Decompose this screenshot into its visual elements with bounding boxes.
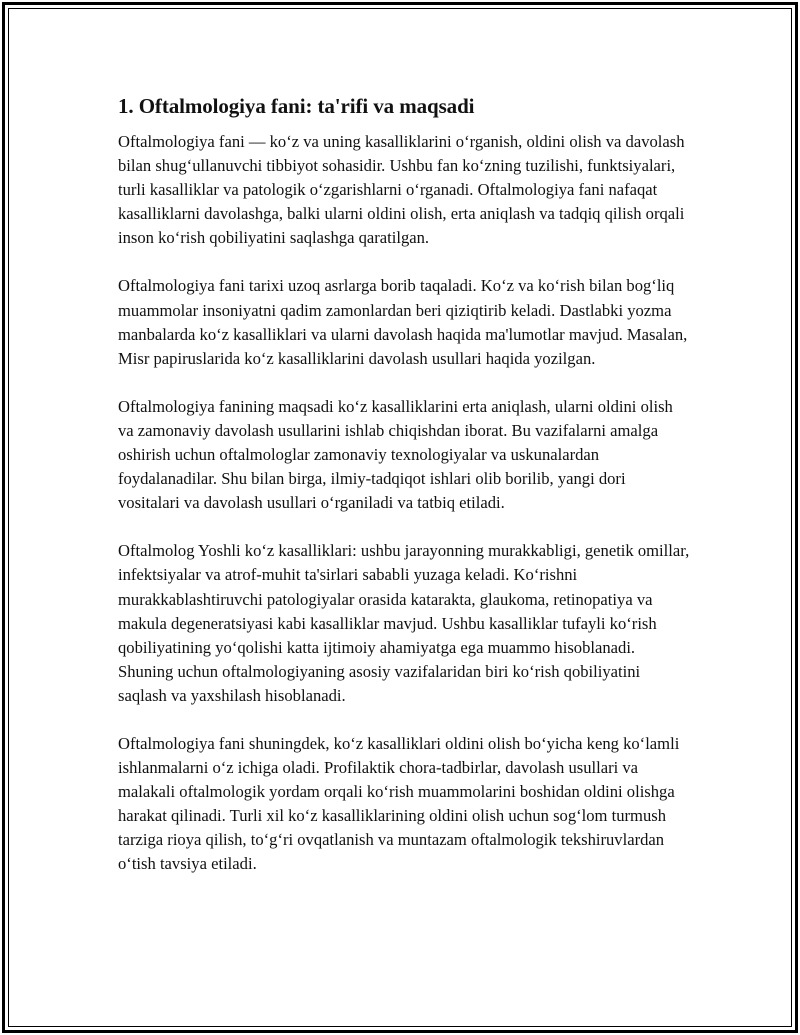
paragraph-diseases: Oftalmolog Yoshli koʻz kasalliklari: ushbu jarayonning murakkabligi, genetik omillar, infektsiyalar va atrof-muhit ta'sirlari sababli yuzaga keladi. Koʻrishni murakkablashtiruvchi patologiyalar orasida katarakta, glaukoma, retinopatiya va makula degeneratsiyasi kabi kasalliklar mavjud. Ushbu kasalliklar tufayli koʻrish qobiliyatining yoʻqolishi katta ijtimoiy ahamiyatga ega muammo hisoblanadi. Shuning uchun oftalmologiyaning asosiy vazifalaridan biri koʻrish qobiliyatini saqlash va yaxshilash hisoblanadi. (118, 541, 690, 705)
paragraph-definition: Oftalmologiya fani — koʻz va uning kasalliklarini oʻrganish, oldini olish va davolash bilan shugʻullanuvchi tibbiyot sohasidir. Ushbu fan koʻzning tuzilishi, funktsiyalari, turli kasalliklar va patologik oʻzgarishlarni oʻrganadi. Oftalmologiya fani nafaqat kasalliklarni davolashga, balki ularni oldini olish, erta aniqlash va tadqiq qilish orqali inson koʻrish qobiliyatini saqlashga qaratilgan. (118, 132, 685, 248)
paragraph-prevention: Oftalmologiya fani shuningdek, koʻz kasalliklari oldini olish boʻyicha keng koʻlamli ishlanmalarni oʻz ichiga oladi. Profilaktik chora-tadbirlar, davolash usullari va malakali oftalmologik yordam orqali koʻrish muammolarini boshidan oldini olishga harakat qilinadi. Turli xil koʻz kasalliklarining oldini olish uchun sogʻlom turmush tarziga rioya qilish, toʻgʻri ovqatlanish va muntazam oftalmologik tekshiruvlardan oʻtish tavsiya etiladi. (118, 733, 680, 874)
section-heading: 1. Oftalmologiya fani: ta'rifi va maqsadi (118, 94, 475, 118)
document-body (118, 92, 690, 901)
paragraph-history: Oftalmologiya fani tarixi uzoq asrlarga borib taqaladi. Koʻz va koʻrish bilan bogʻliq muammolar insoniyatni qadim zamonlardan beri qiziqtirib keladi. Dastlabki yozma manbalarda koʻz kasalliklari va ularni davolash haqida ma'lumotlar mavjud. Masalan, Misr papiruslarida koʻz kasalliklarini davolash usullari haqida yozilgan. (118, 276, 688, 368)
paragraph-goal: Oftalmologiya fanining maqsadi koʻz kasalliklarini erta aniqlash, ularni oldini olish va zamonaviy davolash usullarini ishlab chiqishdan iborat. Bu vazifalarni amalga oshirish uchun oftalmologlar zamonaviy texnologiyalar va uskunalardan foydalanadilar. Shu bilan birga, ilmiy-tadqiqot ishlari olib borilib, yangi dori vositalari va davolash usullari oʻrganiladi va tatbiq etiladi. (118, 396, 673, 513)
